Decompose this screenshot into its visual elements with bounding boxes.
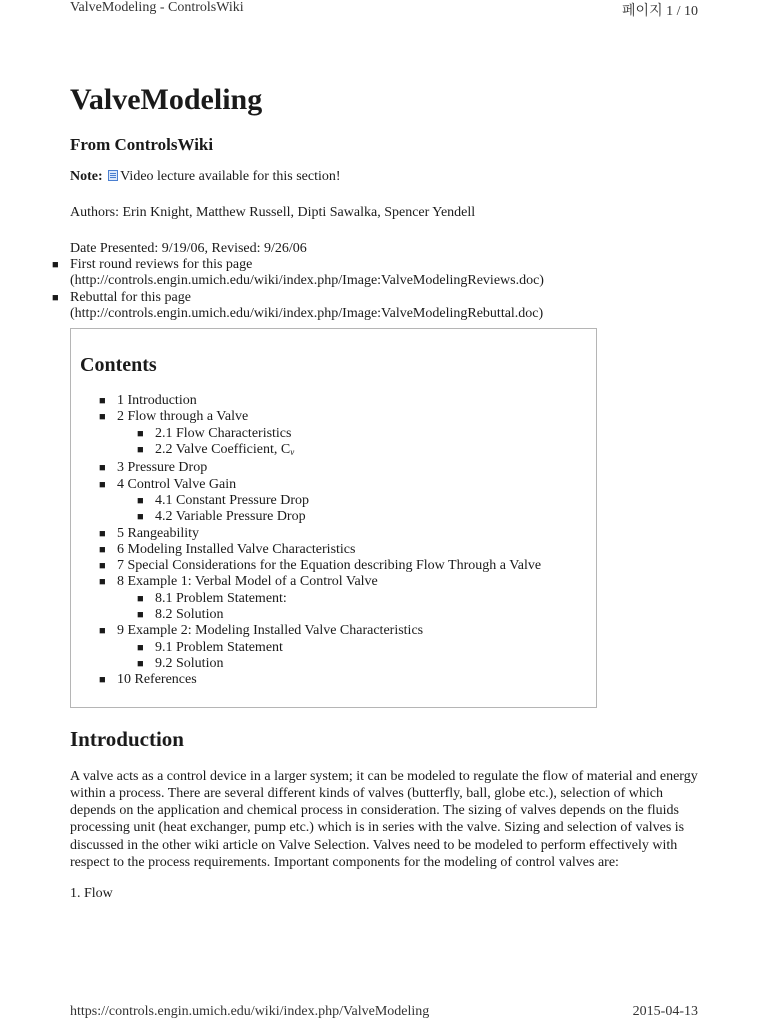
toc-item-label[interactable]: 2 Flow through a Valve [117,409,249,425]
footer-url: https://controls.engin.umich.edu/wiki/index.php/ValveModeling [70,1004,430,1019]
date-line: Date Presented: 9/19/06, Revised: 9/26/06 [70,241,307,256]
toc-item[interactable]: ■ 6 Modeling Installed Valve Characteristics [117,542,596,558]
toc-item-label[interactable]: 4 Control Valve Gain [117,476,237,492]
toc-sublist [117,426,596,461]
introduction-heading: Introduction [70,726,184,751]
toc-subitem[interactable]: ■ 9.2 Solution [155,656,596,672]
toc-item[interactable] [117,574,596,623]
review-links-list [70,257,700,322]
toc-item[interactable] [117,477,596,526]
note-line [70,168,700,185]
toc-title: Contents [80,354,157,377]
toc-subitem[interactable]: ■ 8.2 Solution [155,607,596,623]
toc-item[interactable] [117,409,596,460]
toc-item[interactable]: ■ 10 References [117,672,596,688]
toc-item[interactable] [117,623,596,672]
article-content [70,82,700,902]
rebuttal-link-label[interactable]: Rebuttal for this page [70,289,191,305]
toc-subscript: v [290,447,295,458]
page-title: ValveModeling [70,83,263,116]
toc-item[interactable]: ■ 3 Pressure Drop [117,460,596,476]
toc-subitem-label[interactable]: 2.2 Valve Coefficient, C [155,442,291,458]
toc-subitem[interactable] [155,442,596,460]
table-of-contents [70,328,597,707]
introduction-paragraph: A valve acts as a control device in a larger system; it can be modeled to regulate the flow of material and energy within a process. There are several different kinds of valves (butterfly, ball, globe etc.), selection of which depends on the application and chemical process in consideration. The sizing of valves depends on the fluids processing unit (heat exchanger, pump etc.) which is in series with the valve. Sizing and selection of valves is discussed in the other wiki article on Valve Selection. Valves need to be modeled to perform effectively with respect to the process requirements. Important components for the modeling of control valves are: [70,768,698,871]
header-title: ValveModeling - ControlsWiki [70,0,244,15]
toc-subitem[interactable]: ■ 9.1 Problem Statement [155,640,596,656]
header-page-indicator: 페이지 1 / 10 [622,4,698,19]
toc-sublist [117,493,596,526]
list-item[interactable] [70,290,700,323]
authors-line: Authors: Erin Knight, Matthew Russell, Dipti Sawalka, Spencer Yendell [70,205,476,220]
toc-item[interactable]: ■ 7 Special Considerations for the Equation describing Flow Through a Valve [117,558,596,574]
toc-sublist [117,640,596,673]
list-item[interactable] [70,257,700,290]
video-lecture-icon[interactable] [108,170,118,181]
toc-subitem[interactable]: ■ 4.1 Constant Pressure Drop [155,493,596,509]
toc-item-label[interactable]: 8 Example 1: Verbal Model of a Control Valve [117,574,378,590]
note-text[interactable]: Video lecture available for this section! [120,169,341,184]
review-link-url[interactable]: (http://controls.engin.umich.edu/wiki/index.php/Image:ValveModelingReviews.doc) [70,273,544,289]
toc-item-label[interactable]: 9 Example 2: Modeling Installed Valve Characteristics [117,623,424,639]
toc-item[interactable]: ■ 1 Introduction [117,393,596,409]
toc-subitem[interactable]: ■ 2.1 Flow Characteristics [155,426,596,442]
note-label: Note: [70,169,103,184]
introduction-list-start: 1. Flow [70,886,113,902]
from-line: From ControlsWiki [70,135,214,154]
print-footer [70,1004,698,1022]
review-link-label[interactable]: First round reviews for this page [70,257,253,272]
toc-item[interactable]: ■ 5 Rangeability [117,526,596,542]
footer-date: 2015-04-13 [632,1004,698,1019]
print-header [70,0,698,18]
rebuttal-link-url[interactable]: (http://controls.engin.umich.edu/wiki/index.php/Image:ValveModelingRebuttal.doc) [70,305,544,321]
toc-list [80,393,596,688]
toc-sublist [117,591,596,624]
toc-subitem[interactable]: ■ 4.2 Variable Pressure Drop [155,509,596,525]
toc-subitem[interactable]: ■ 8.1 Problem Statement: [155,591,596,607]
